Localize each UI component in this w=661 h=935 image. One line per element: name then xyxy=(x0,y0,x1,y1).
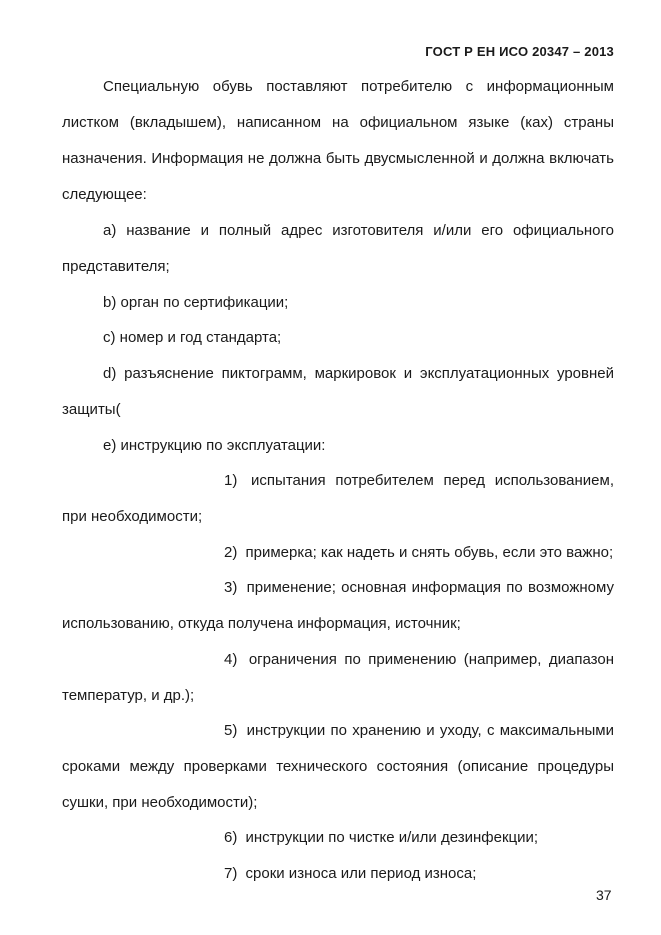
item-c: c) номер и год стандарта; xyxy=(103,329,282,346)
subitem-text: инструкции по чистке и/или дезинфекции; xyxy=(245,829,539,846)
item-a: a) название и полный адрес изготовителя и/или его официального представителя; xyxy=(62,222,614,275)
intro-paragraph: Специальную обувь поставляют потребителю с информационным листком (вкладышем), написанном на официальном языке (ках) страны назначения. Информация не должна быть двусмысленной и должна включать следующее: xyxy=(62,78,614,203)
subitem-text: примерка; как надеть и снять обувь, если это важно; xyxy=(245,544,614,561)
subitem-text: инструкции по хранению и уходу, с максимальными сроками между проверками технического состояния (описание процедуры сушки, при необходимости); xyxy=(62,722,614,811)
subitem-5 xyxy=(62,713,614,821)
subitem-number: 7) xyxy=(224,865,238,882)
subitem-7 xyxy=(62,856,614,892)
subitem-6 xyxy=(62,820,614,856)
subitem-3 xyxy=(62,570,614,642)
subitem-number: 4) xyxy=(224,651,238,668)
subitem-text: ограничения по применению (например, диапазон температур, и др.); xyxy=(62,651,614,704)
subitem-4 xyxy=(62,642,614,714)
item-e: e) инструкцию по эксплуатации: xyxy=(103,437,326,454)
item-d: d) разъяснение пиктограмм, маркировок и эксплуатационных уровней защиты( xyxy=(62,365,614,418)
subitem-number: 5) xyxy=(224,722,238,739)
item-b: b) орган по сертификации; xyxy=(103,294,289,311)
subitem-text: применение; основная информация по возможному использованию, откуда получена информация, источник; xyxy=(62,579,614,632)
subitem-text: испытания потребителем перед использованием, при необходимости; xyxy=(62,472,614,525)
subitem-number: 6) xyxy=(224,829,238,846)
subitem-2 xyxy=(62,535,614,571)
subitem-text: сроки износа или период износа; xyxy=(245,865,477,882)
standard-header: ГОСТ Р ЕН ИСО 20347 – 2013 xyxy=(425,44,614,59)
page-number: 37 xyxy=(596,887,612,903)
subitem-number: 1) xyxy=(224,472,238,489)
subitem-number: 2) xyxy=(224,544,238,561)
subitem-number: 3) xyxy=(224,579,238,596)
subitem-1 xyxy=(62,463,614,535)
